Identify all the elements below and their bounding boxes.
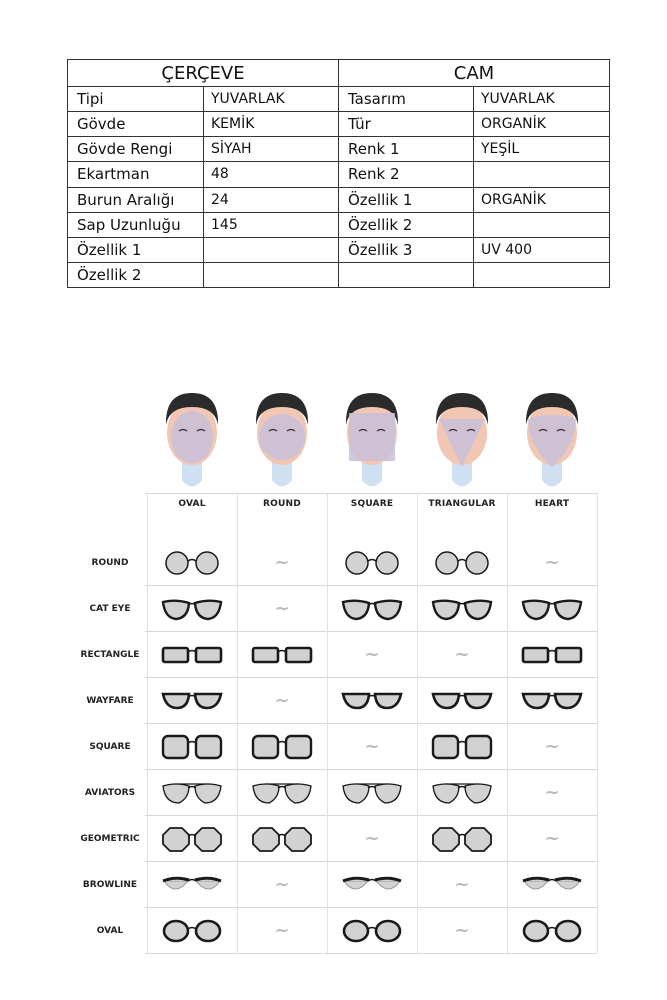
lens-spec-value [474,262,610,287]
frame-spec-label: Özellik 1 [68,237,204,262]
frame-style-label: CAT EYE [89,604,131,614]
frame-spec-label: Gövde Rengi [68,137,204,162]
chart-cell [417,907,507,953]
face-shape-label: SQUARE [350,499,394,509]
triangular-face-icon [427,385,497,495]
chart-cell [507,677,597,723]
frame-style-label: ROUND [91,558,129,568]
aviator-glasses-icon [161,780,223,806]
rectangle-glasses-icon [521,642,583,668]
grid-line [145,953,597,954]
cat-eye-glasses-icon [341,596,403,622]
lens-spec-label [339,262,474,287]
chart-cell [417,677,507,723]
spec-row [68,137,610,162]
geometric-glasses-icon [161,826,223,852]
cat-eye-glasses-icon [161,596,223,622]
cat-eye-glasses-icon [521,596,583,622]
chart-cell [327,723,417,769]
frame-style-label: RECTANGLE [80,650,140,660]
face-shape-label: ROUND [263,499,301,509]
frame-style-label: BROWLINE [82,880,138,890]
face-shape-frame-chart [75,385,600,955]
lens-spec-value [474,212,610,237]
wayfarer-glasses-icon [521,688,583,714]
heart-face-icon [517,385,587,495]
geometric-glasses-icon [431,826,493,852]
frame-style-label: GEOMETRIC [80,834,140,844]
aviator-glasses-icon [431,780,493,806]
chart-cell [507,631,597,677]
browline-glasses-icon [341,872,403,898]
grid-line [145,493,597,494]
chart-cell [147,631,237,677]
not-recommended-mark: ~ [454,644,470,665]
not-recommended-mark: ~ [274,552,290,573]
frame-spec-value: 24 [204,187,339,212]
not-recommended-mark: ~ [274,598,290,619]
lens-header: CAM [339,60,610,87]
not-recommended-mark: ~ [364,828,380,849]
lens-spec-value: ORGANİK [474,112,610,137]
not-recommended-mark: ~ [454,874,470,895]
chart-cell [147,907,237,953]
not-recommended-mark: ~ [544,828,560,849]
browline-glasses-icon [161,872,223,898]
lens-spec-value: ORGANİK [474,187,610,212]
frame-spec-value: 48 [204,162,339,187]
not-recommended-mark: ~ [364,736,380,757]
chart-cell [507,723,597,769]
spec-row [68,162,610,187]
chart-cell [417,723,507,769]
chart-cell [147,677,237,723]
frame-style-label: WAYFARE [86,696,134,706]
chart-cell [507,907,597,953]
lens-spec-value: YEŞİL [474,137,610,162]
chart-cell [147,769,237,815]
chart-cell [417,631,507,677]
oval-glasses-icon [521,918,583,944]
chart-cell [417,815,507,861]
chart-cell [327,769,417,815]
frame-spec-value [204,262,339,287]
chart-cell [237,907,327,953]
oval-glasses-icon [161,918,223,944]
frame-style-label: SQUARE [89,742,131,752]
chart-cell [417,539,507,585]
not-recommended-mark: ~ [274,690,290,711]
not-recommended-mark: ~ [364,644,380,665]
frame-spec-value: YUVARLAK [204,87,339,112]
not-recommended-mark: ~ [544,552,560,573]
frame-spec-label: Ekartman [68,162,204,187]
face-shape-label: TRIANGULAR [428,499,496,509]
chart-cell [327,539,417,585]
chart-cell [147,585,237,631]
square-glasses-icon [251,734,313,760]
chart-cell [327,907,417,953]
aviator-glasses-icon [341,780,403,806]
chart-cell [327,631,417,677]
aviator-glasses-icon [251,780,313,806]
frame-style-label: OVAL [96,926,124,936]
square-glasses-icon [161,734,223,760]
frame-spec-value: 145 [204,212,339,237]
rectangle-glasses-icon [251,642,313,668]
chart-cell [237,723,327,769]
chart-cell [147,815,237,861]
chart-cell [147,723,237,769]
not-recommended-mark: ~ [544,782,560,803]
chart-cell [327,815,417,861]
chart-cell [507,585,597,631]
round-glasses-icon [341,550,403,576]
chart-cell [507,539,597,585]
spec-row [68,212,610,237]
geometric-glasses-icon [251,826,313,852]
lens-spec-label: Özellik 1 [339,187,474,212]
lens-spec-label: Renk 2 [339,162,474,187]
not-recommended-mark: ~ [274,920,290,941]
chart-cell [237,631,327,677]
frame-spec-label: Sap Uzunluğu [68,212,204,237]
wayfarer-glasses-icon [431,688,493,714]
lens-spec-value [474,162,610,187]
frame-spec-label: Burun Aralığı [68,187,204,212]
spec-row [68,87,610,112]
lens-spec-label: Özellik 3 [339,237,474,262]
frame-style-label: AVIATORS [84,788,136,798]
chart-cell [147,539,237,585]
lens-spec-value: YUVARLAK [474,87,610,112]
frame-spec-value: KEMİK [204,112,339,137]
frame-header: ÇERÇEVE [68,60,339,87]
lens-spec-label: Tasarım [339,87,474,112]
chart-cell [417,585,507,631]
lens-spec-label: Tür [339,112,474,137]
chart-cell [507,769,597,815]
chart-cell [237,585,327,631]
chart-cell [417,861,507,907]
frame-spec-label: Tipi [68,87,204,112]
chart-cell [237,677,327,723]
chart-cell [507,815,597,861]
frame-spec-value: SİYAH [204,137,339,162]
chart-cell [237,539,327,585]
chart-cell [147,861,237,907]
wayfarer-glasses-icon [341,688,403,714]
chart-cell [327,861,417,907]
cat-eye-glasses-icon [431,596,493,622]
chart-cell [237,769,327,815]
rectangle-glasses-icon [161,642,223,668]
spec-row [68,187,610,212]
round-glasses-icon [161,550,223,576]
grid-line [597,493,598,953]
spec-row [68,262,610,287]
chart-cell [417,769,507,815]
not-recommended-mark: ~ [274,874,290,895]
spec-row [68,237,610,262]
spec-table [67,59,610,288]
frame-spec-label: Gövde [68,112,204,137]
oval-face-icon [157,385,227,495]
chart-cell [507,861,597,907]
chart-cell [237,861,327,907]
square-glasses-icon [431,734,493,760]
frame-spec-label: Özellik 2 [68,262,204,287]
frame-spec-value [204,237,339,262]
not-recommended-mark: ~ [544,736,560,757]
face-shape-label: OVAL [178,499,206,509]
browline-glasses-icon [521,872,583,898]
wayfarer-glasses-icon [161,688,223,714]
lens-spec-label: Renk 1 [339,137,474,162]
round-glasses-icon [431,550,493,576]
chart-cell [327,585,417,631]
lens-spec-label: Özellik 2 [339,212,474,237]
oval-glasses-icon [341,918,403,944]
square-face-icon [337,385,407,495]
spec-row [68,112,610,137]
lens-spec-value: UV 400 [474,237,610,262]
spec-header-row [68,60,610,87]
face-shape-label: HEART [534,499,570,509]
round-face-icon [247,385,317,495]
chart-cell [327,677,417,723]
chart-cell [237,815,327,861]
not-recommended-mark: ~ [454,920,470,941]
